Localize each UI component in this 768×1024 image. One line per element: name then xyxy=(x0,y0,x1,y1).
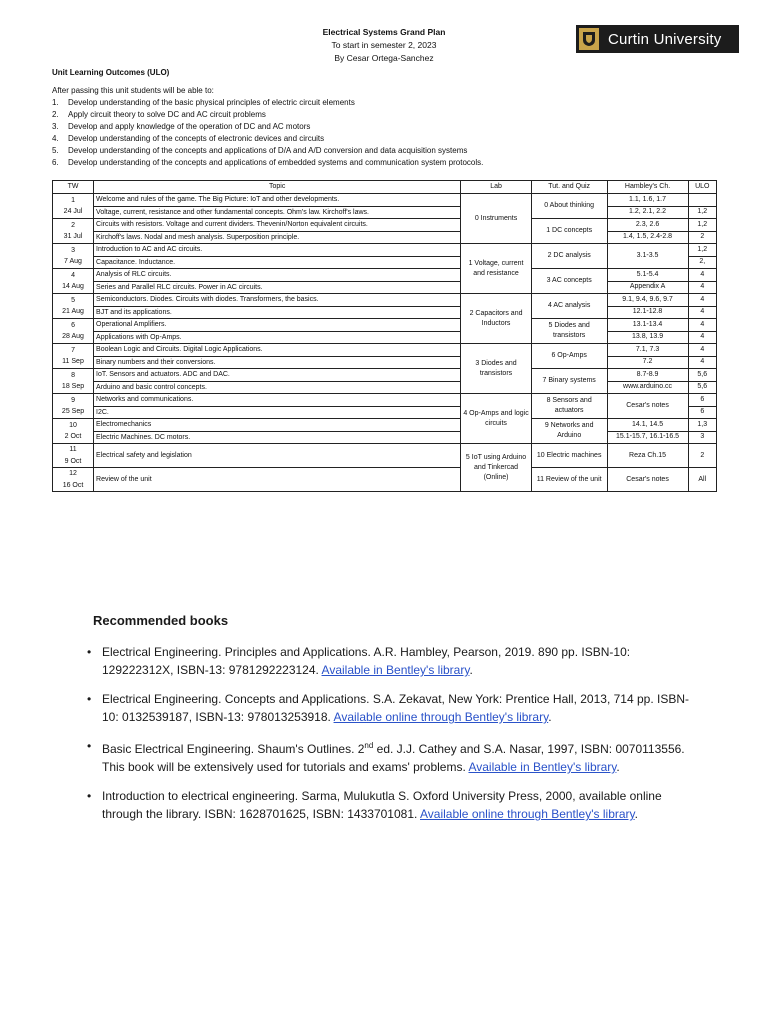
ulo-cell: 4 xyxy=(688,281,716,294)
table-row xyxy=(53,194,717,207)
table-row xyxy=(53,231,717,244)
topic-cell: Networks and communications. xyxy=(94,394,461,407)
ulo-item xyxy=(52,97,483,109)
book-text: Electrical Engineering. Concepts and Applications. S.A. Zekavat, New York: Prentice Hall, 2013, 714 pp. ISBN-10: 0132539187, ISBN-13: 978013253918. xyxy=(102,691,689,724)
tutorial-cell: 10 Electric machines xyxy=(531,444,607,468)
topic-cell: Semiconductors. Diodes. Circuits with diodes. Transformers, the basics. xyxy=(94,294,461,307)
ulo-text: Develop understanding of the concepts of electronic devices and circuits xyxy=(68,134,325,143)
library-link[interactable]: Available in Bentley's library xyxy=(321,663,470,677)
ulo-cell: 1,2 xyxy=(688,206,716,219)
topic-cell: Voltage, current, resistance and other fundamental concepts. Ohm's law. Kirchoff's laws. xyxy=(94,206,461,219)
topic-cell: Circuits with resistors. Voltage and current dividers. Thevenin/Norton equivalent circuits. xyxy=(94,219,461,232)
tutorial-cell: 8 Sensors and actuators xyxy=(531,394,607,419)
week-date: 21 Aug xyxy=(62,308,84,315)
ulo-number: 6. xyxy=(52,158,59,167)
chapter-cell: Appendix A xyxy=(607,281,688,294)
library-link[interactable]: Available online through Bentley's library xyxy=(420,807,635,821)
ordinal-suffix: nd xyxy=(364,740,374,750)
chapter-cell: 1.4, 1.5, 2.4-2.8 xyxy=(607,231,688,244)
lab-cell: 4 Op-Amps and logic circuits xyxy=(461,394,532,444)
recommended-books xyxy=(87,612,693,834)
topic-cell: BJT and its applications. xyxy=(94,306,461,319)
ulo-text: Develop understanding of the concepts and applications of embedded systems and communication system protocols. xyxy=(68,158,484,167)
chapter-cell: www.arduino.cc xyxy=(607,381,688,394)
chapter-cell: 9.1, 9.4, 9.6, 9.7 xyxy=(607,294,688,307)
table-row xyxy=(53,331,717,344)
topic-cell: Kirchoff's laws. Nodal and mesh analysis. Superposition principle. xyxy=(94,231,461,244)
week-cell xyxy=(53,269,94,294)
ulo-text: Develop and apply knowledge of the operation of DC and AC motors xyxy=(68,122,311,131)
chapter-cell: 13.1-13.4 xyxy=(607,319,688,332)
week-date: 25 Sep xyxy=(61,408,85,415)
library-link[interactable]: Available online through Bentley's library xyxy=(333,710,549,724)
col-header-ulo: ULO xyxy=(688,181,716,194)
chapter-cell: 14.1, 14.5 xyxy=(607,419,688,432)
book-text-end: . xyxy=(548,710,552,724)
bullet-icon: • xyxy=(87,644,92,659)
chapter-cell: Cesar's notes xyxy=(607,468,688,492)
ulo-cell: 3 xyxy=(688,431,716,444)
ulo-cell: 4 xyxy=(688,319,716,332)
week-date: 24 Jul xyxy=(63,208,83,215)
university-logo xyxy=(576,25,739,53)
table-row xyxy=(53,281,717,294)
topic-cell: Arduino and basic control concepts. xyxy=(94,381,461,394)
week-date: 14 Aug xyxy=(62,283,84,290)
bullet-icon: • xyxy=(87,788,92,803)
ulo-number: 3. xyxy=(52,122,59,131)
week-cell xyxy=(53,369,94,394)
col-header-lab: Lab xyxy=(461,181,532,194)
tutorial-cell: 7 Binary systems xyxy=(531,369,607,394)
col-header-tut: Tut. and Quiz xyxy=(531,181,607,194)
week-date: 9 Oct xyxy=(64,457,82,465)
week-cell xyxy=(53,444,94,468)
week-date: 31 Jul xyxy=(63,233,83,240)
chapter-cell: 15.1-15.7, 16.1-16.5 xyxy=(607,431,688,444)
ulo-text: Develop understanding of the basic physical principles of electric circuit elements xyxy=(68,98,355,107)
topic-cell: Review of the unit xyxy=(94,468,461,492)
week-number: 4 xyxy=(71,271,75,279)
ulo-cell xyxy=(688,194,716,207)
tutorial-cell: 6 Op-Amps xyxy=(531,344,607,369)
table-row xyxy=(53,244,717,257)
semester-line: To start in semester 2, 2023 xyxy=(331,40,437,50)
tutorial-cell: 5 Diodes and transistors xyxy=(531,319,607,344)
tutorial-cell: 0 About thinking xyxy=(531,194,607,219)
tutorial-cell: 3 AC concepts xyxy=(531,269,607,294)
ulo-cell: 4 xyxy=(688,356,716,369)
document-title: Electrical Systems Grand Plan xyxy=(322,27,446,37)
week-cell xyxy=(53,319,94,344)
ulo-item xyxy=(52,157,483,169)
week-cell xyxy=(53,419,94,444)
ulo-cell: 2 xyxy=(688,231,716,244)
book-item xyxy=(87,737,693,777)
chapter-cell: Reza Ch.15 xyxy=(607,444,688,468)
topic-cell: Introduction to AC and AC circuits. xyxy=(94,244,461,257)
ulo-item xyxy=(52,145,483,157)
week-number: 10 xyxy=(69,421,77,429)
ulo-heading: Unit Learning Outcomes (ULO) xyxy=(52,68,170,77)
ulo-item xyxy=(52,133,483,145)
chapter-cell: 3.1-3.5 xyxy=(607,244,688,269)
ulo-intro: After passing this unit students will be able to: xyxy=(52,86,214,95)
week-cell xyxy=(53,294,94,319)
topic-cell: Binary numbers and their conversions. xyxy=(94,356,461,369)
chapter-cell: 12.1-12.8 xyxy=(607,306,688,319)
table-row xyxy=(53,381,717,394)
ulo-cell: 1,2 xyxy=(688,219,716,232)
week-number: 12 xyxy=(69,470,77,477)
lab-cell: 2 Capacitors and Inductors xyxy=(461,294,532,344)
topic-cell: Electrical safety and legislation xyxy=(94,444,461,468)
week-number: 11 xyxy=(69,446,77,453)
table-row xyxy=(53,356,717,369)
tutorial-cell: 2 DC analysis xyxy=(531,244,607,269)
table-row xyxy=(53,468,717,492)
book-item xyxy=(87,690,693,727)
topic-cell: Series and Parallel RLC circuits. Power in AC circuits. xyxy=(94,281,461,294)
table-row xyxy=(53,294,717,307)
table-header-row xyxy=(53,181,717,194)
chapter-cell: Cesar's notes xyxy=(607,394,688,419)
week-cell xyxy=(53,468,94,492)
learning-outcomes xyxy=(52,67,483,169)
table-row xyxy=(53,419,717,432)
table-row xyxy=(53,444,717,468)
ulo-cell: 4 xyxy=(688,269,716,282)
ulo-cell: 4 xyxy=(688,331,716,344)
week-cell xyxy=(53,244,94,269)
ulo-number: 1. xyxy=(52,98,59,107)
logo-text: Curtin University xyxy=(608,30,722,48)
ulo-cell: 4 xyxy=(688,294,716,307)
table-row xyxy=(53,431,717,444)
col-header-chapter: Hambley's Ch. xyxy=(607,181,688,194)
week-number: 7 xyxy=(71,346,75,354)
book-item xyxy=(87,787,693,824)
topic-cell: IoT. Sensors and actuators. ADC and DAC. xyxy=(94,369,461,382)
book-text-end: . xyxy=(634,807,638,821)
table-row xyxy=(53,344,717,357)
ulo-cell: 5,6 xyxy=(688,369,716,382)
ulo-cell: 2 xyxy=(688,444,716,468)
ulo-text: Apply circuit theory to solve DC and AC circuit problems xyxy=(68,110,266,119)
col-header-topic: Topic xyxy=(94,181,461,194)
bullet-icon: • xyxy=(87,691,92,706)
table-row xyxy=(53,269,717,282)
topic-cell: Electromechanics xyxy=(94,419,461,432)
table-row xyxy=(53,319,717,332)
week-date: 16 Oct xyxy=(62,481,84,489)
week-date: 11 Sep xyxy=(62,358,84,365)
tutorial-cell: 4 AC analysis xyxy=(531,294,607,319)
topic-cell: I2C. xyxy=(94,406,461,419)
chapter-cell: 7.1, 7.3 xyxy=(607,344,688,357)
week-number: 2 xyxy=(71,221,75,229)
book-text-end: . xyxy=(616,760,620,774)
week-number: 5 xyxy=(71,296,75,304)
books-heading: Recommended books xyxy=(93,613,229,628)
chapter-cell: 8.7-8.9 xyxy=(607,369,688,382)
topic-cell: Electric Machines. DC motors. xyxy=(94,431,461,444)
crest-icon xyxy=(579,28,599,50)
chapter-cell: 1.1, 1.6, 1.7 xyxy=(607,194,688,207)
ulo-cell: 1,2 xyxy=(688,244,716,257)
lab-cell: 0 Instruments xyxy=(461,194,532,244)
ulo-list xyxy=(52,97,483,169)
ulo-cell: 4 xyxy=(688,306,716,319)
ulo-item xyxy=(52,109,483,121)
week-number: 8 xyxy=(71,371,75,379)
table-row xyxy=(53,394,717,407)
week-date: 7 Aug xyxy=(64,258,82,265)
chapter-cell: 13.8, 13.9 xyxy=(607,331,688,344)
book-list xyxy=(87,643,693,824)
week-number: 1 xyxy=(71,196,75,204)
week-cell xyxy=(53,194,94,219)
ulo-cell: All xyxy=(688,468,716,492)
bullet-icon: • xyxy=(87,738,92,753)
unit-plan-table xyxy=(52,180,717,492)
col-header-tw: TW xyxy=(53,181,94,194)
chapter-cell: 1.2, 2.1, 2.2 xyxy=(607,206,688,219)
ulo-text: Develop understanding of the concepts and applications of D/A and A/D conversion and data acquisition systems xyxy=(68,146,468,155)
table-row xyxy=(53,219,717,232)
lab-cell: 3 Diodes and transistors xyxy=(461,344,532,394)
week-cell xyxy=(53,344,94,369)
week-date: 2 Oct xyxy=(64,433,82,440)
topic-cell: Welcome and rules of the game. The Big Picture: IoT and other developments. xyxy=(94,194,461,207)
ulo-cell: 4 xyxy=(688,344,716,357)
topic-cell: Applications with Op-Amps. xyxy=(94,331,461,344)
week-number: 3 xyxy=(71,246,75,254)
table-row xyxy=(53,206,717,219)
ulo-cell: 6 xyxy=(688,406,716,419)
week-cell xyxy=(53,219,94,244)
tutorial-cell: 1 DC concepts xyxy=(531,219,607,244)
author-line: By Cesar Ortega-Sanchez xyxy=(334,53,434,63)
book-item xyxy=(87,643,693,680)
ulo-number: 2. xyxy=(52,110,59,119)
chapter-cell: 5.1-5.4 xyxy=(607,269,688,282)
chapter-cell: 7.2 xyxy=(607,356,688,369)
week-number: 9 xyxy=(71,396,75,404)
ulo-number: 4. xyxy=(52,134,59,143)
week-date: 28 Aug xyxy=(62,333,84,340)
ulo-item xyxy=(52,121,483,133)
ulo-cell: 2, xyxy=(688,256,716,269)
library-link[interactable]: Available in Bentley's library xyxy=(468,760,617,774)
book-text-end: . xyxy=(469,663,473,677)
lab-cell: 5 IoT using Arduino and Tinkercad (Online) xyxy=(461,444,532,492)
week-cell xyxy=(53,394,94,419)
ulo-cell: 6 xyxy=(688,394,716,407)
book-text: Introduction to electrical engineering. Sarma, Mulukutla S. Oxford University Press, 2000, available online through the library. ISBN: 1628701625, ISBN: 1433701081. xyxy=(102,788,662,821)
lab-cell: 1 Voltage, current and resistance xyxy=(461,244,532,294)
book-text: Basic Electrical Engineering. Shaum's Outlines. 2 xyxy=(102,741,365,756)
topic-cell: Boolean Logic and Circuits. Digital Logic Applications. xyxy=(94,344,461,357)
ulo-cell: 5,6 xyxy=(688,381,716,394)
ulo-cell: 1,3 xyxy=(688,419,716,432)
topic-cell: Operational Amplifiers. xyxy=(94,319,461,332)
table-row xyxy=(53,306,717,319)
ulo-number: 5. xyxy=(52,146,59,155)
week-date: 18 Sep xyxy=(61,383,85,390)
topic-cell: Analysis of RLC circuits. xyxy=(94,269,461,282)
topic-cell: Capacitance. Inductance. xyxy=(94,256,461,269)
week-number: 6 xyxy=(71,321,75,329)
tutorial-cell: 11 Review of the unit xyxy=(531,468,607,492)
book-text: Electrical Engineering. Principles and Applications. A.R. Hambley, Pearson, 2019. 890 pp. ISBN-10: 129222312X, ISBN-13: 9781292223124. xyxy=(102,644,631,677)
tutorial-cell: 9 Networks and Arduino xyxy=(531,419,607,444)
book-text: ed. J.J. Cathey and S.A. Nasar, 1997, ISBN: 0070113556. This book will be extensively used for tutorials and exams' problems. xyxy=(102,741,685,774)
chapter-cell: 2.3, 2.6 xyxy=(607,219,688,232)
table-row xyxy=(53,369,717,382)
